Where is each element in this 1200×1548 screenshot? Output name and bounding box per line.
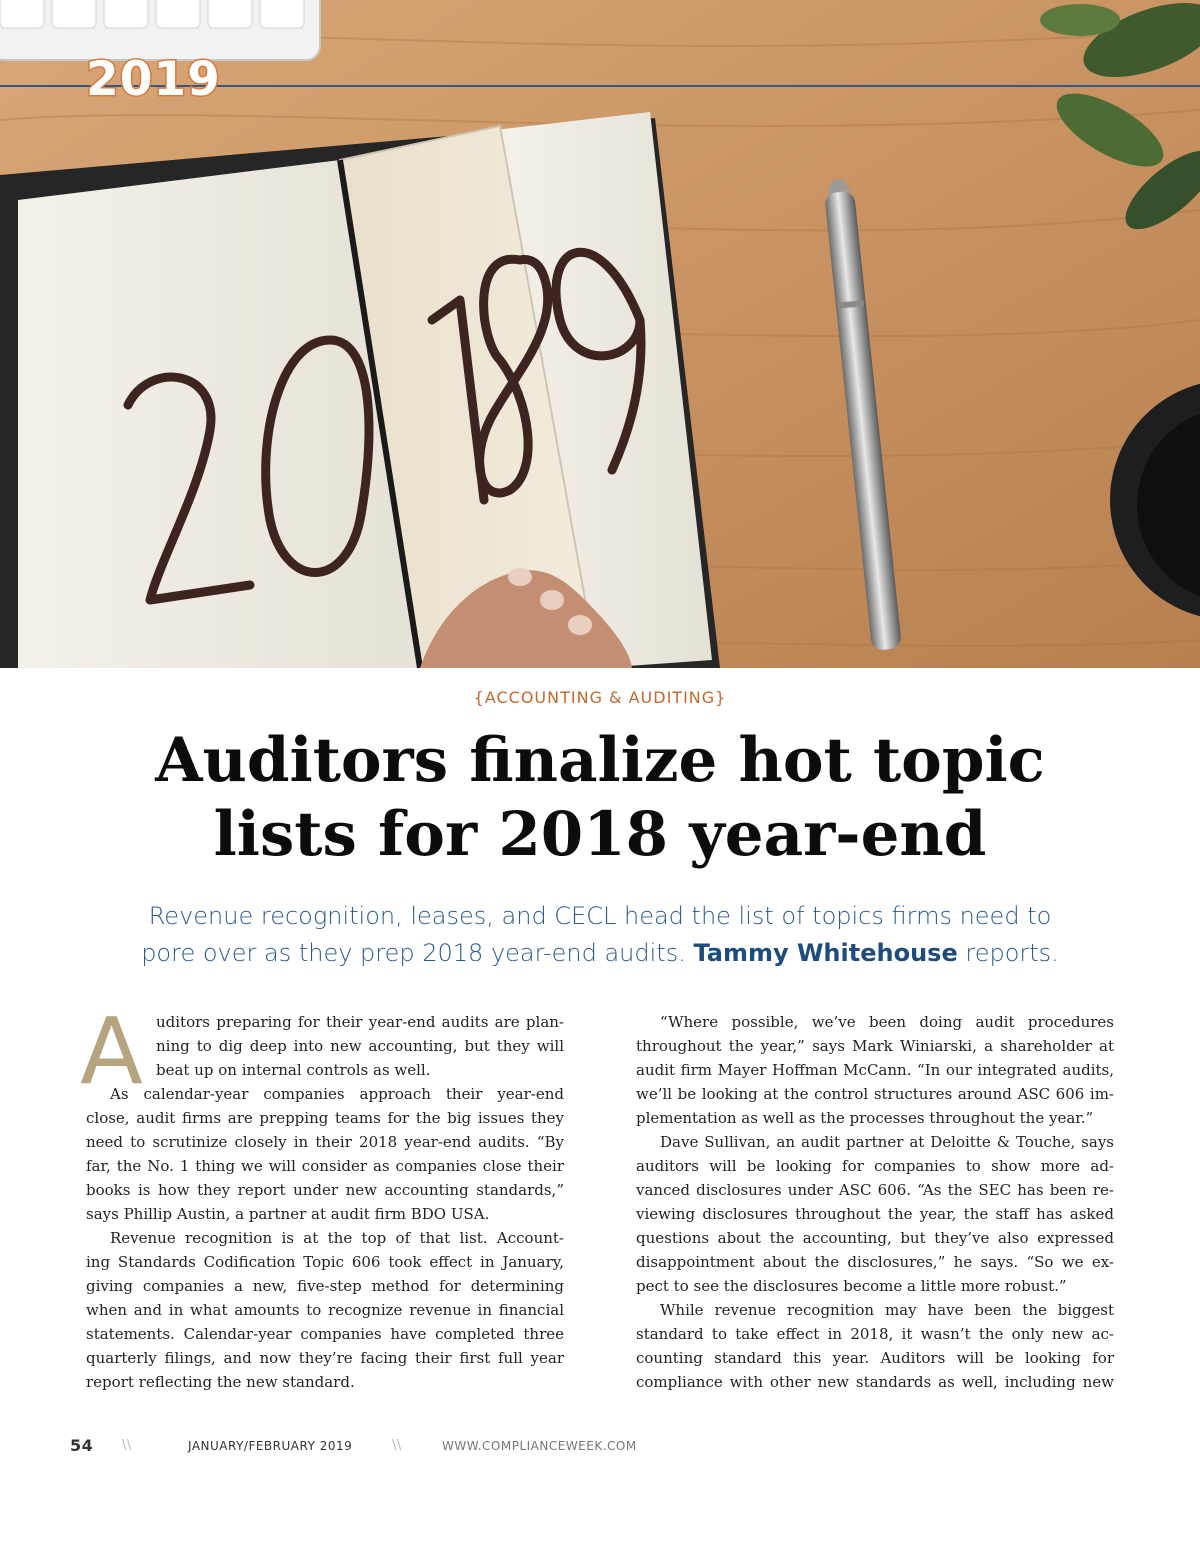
headline (60, 724, 1140, 872)
body-line: need to scrutinize closely in their 2018 year-end audits. “By (86, 1133, 564, 1151)
body-line: While revenue recognition may have been the biggest (660, 1301, 1114, 1319)
body-line: standard to take effect in 2018, it wasn’t the only new ac- (636, 1325, 1114, 1343)
body-line: compliance with other new standards as well, including new (636, 1373, 1114, 1391)
body-line: Dave Sullivan, an audit partner at Deloitte & Touche, says (660, 1133, 1114, 1151)
body-line: books is how they report under new accounting standards,” (86, 1181, 564, 1199)
deck-line-2-end: reports. (965, 939, 1059, 967)
website-link[interactable]: WWW.COMPLIANCEWEEK.COM (442, 1439, 637, 1453)
keyboard (0, 0, 320, 60)
body-line: viewing disclosures throughout the year, the staff has asked (636, 1205, 1114, 1223)
footer-separator: \\ (392, 1438, 402, 1453)
body-line: close, audit firms are prepping teams for the big issues they (86, 1109, 564, 1127)
body-line: throughout the year,” says Mark Winiarski, a shareholder at (636, 1037, 1114, 1055)
issue-date: JANUARY/FEBRUARY 2019 (188, 1439, 353, 1453)
body-line: quarterly filings, and now they’re facing their first full year (86, 1349, 564, 1367)
body-line: uditors preparing for their year-end audits are plan- (156, 1013, 564, 1031)
body-line: “Where possible, we’ve been doing audit procedures (660, 1013, 1114, 1031)
body-line: vanced disclosures under ASC 606. “As the SEC has been re- (636, 1181, 1114, 1199)
body-line: we’ll be looking at the control structures around ASC 606 im- (636, 1085, 1114, 1103)
body-line: pect to see the disclosures become a little more robust.” (636, 1277, 1067, 1295)
page-footer (70, 1436, 970, 1456)
article-column-right (636, 1010, 1114, 1394)
body-line: counting standard this year. Auditors will be looking for (636, 1349, 1114, 1367)
body-line: beat up on internal controls as well. (156, 1061, 431, 1079)
body-line: when and in what amounts to recognize revenue in financial (86, 1301, 564, 1319)
deck-line-1: Revenue recognition, leases, and CECL head the list of topics firms need to (148, 902, 1052, 930)
page-number: 54 (70, 1436, 94, 1455)
footer-separator: \\ (122, 1438, 132, 1453)
dropcap: A (80, 998, 143, 1105)
body-line: far, the No. 1 thing we will consider as companies close their (86, 1157, 564, 1175)
deck-line-2-text: pore over as they prep 2018 year-end audits. (141, 939, 686, 967)
body-line: says Phillip Austin, a partner at audit firm BDO USA. (86, 1205, 490, 1223)
deck (50, 898, 1150, 972)
body-line: As calendar-year companies approach their year-end (110, 1085, 564, 1103)
body-line: audit firm Mayer Hoffman McCann. “In our integrated audits, (636, 1061, 1114, 1079)
body-line: ning to dig deep into new accounting, but they will (156, 1037, 564, 1055)
body-line: Revenue recognition is at the top of that list. Account- (110, 1229, 564, 1247)
body-line: statements. Calendar-year companies have completed three (86, 1325, 564, 1343)
body-line: report reflecting the new standard. (86, 1373, 355, 1391)
body-line: disappointment about the disclosures,” he says. “So we ex- (636, 1253, 1114, 1271)
article-column-left (80, 998, 564, 1394)
category-kicker: {ACCOUNTING & AUDITING} (473, 688, 727, 707)
author-byline[interactable]: Tammy Whitehouse (693, 939, 958, 967)
body-line: questions about the accounting, but they’ve also expressed (636, 1229, 1114, 1247)
section-year-tag: 2019 (86, 52, 221, 107)
notebook (0, 112, 720, 668)
body-line: giving companies a new, five-step method for determining (86, 1277, 564, 1295)
body-line: auditors will be looking for companies to show more ad- (636, 1157, 1114, 1175)
deck-line-2 (50, 935, 1150, 972)
body-line: plementation as well as the processes throughout the year.” (636, 1109, 1094, 1127)
headline-line-2: lists for 2018 year-end (213, 799, 987, 870)
body-line: ing Standards Codification Topic 606 took effect in January, (86, 1253, 564, 1271)
headline-line-1: Auditors finalize hot topic (155, 725, 1045, 796)
